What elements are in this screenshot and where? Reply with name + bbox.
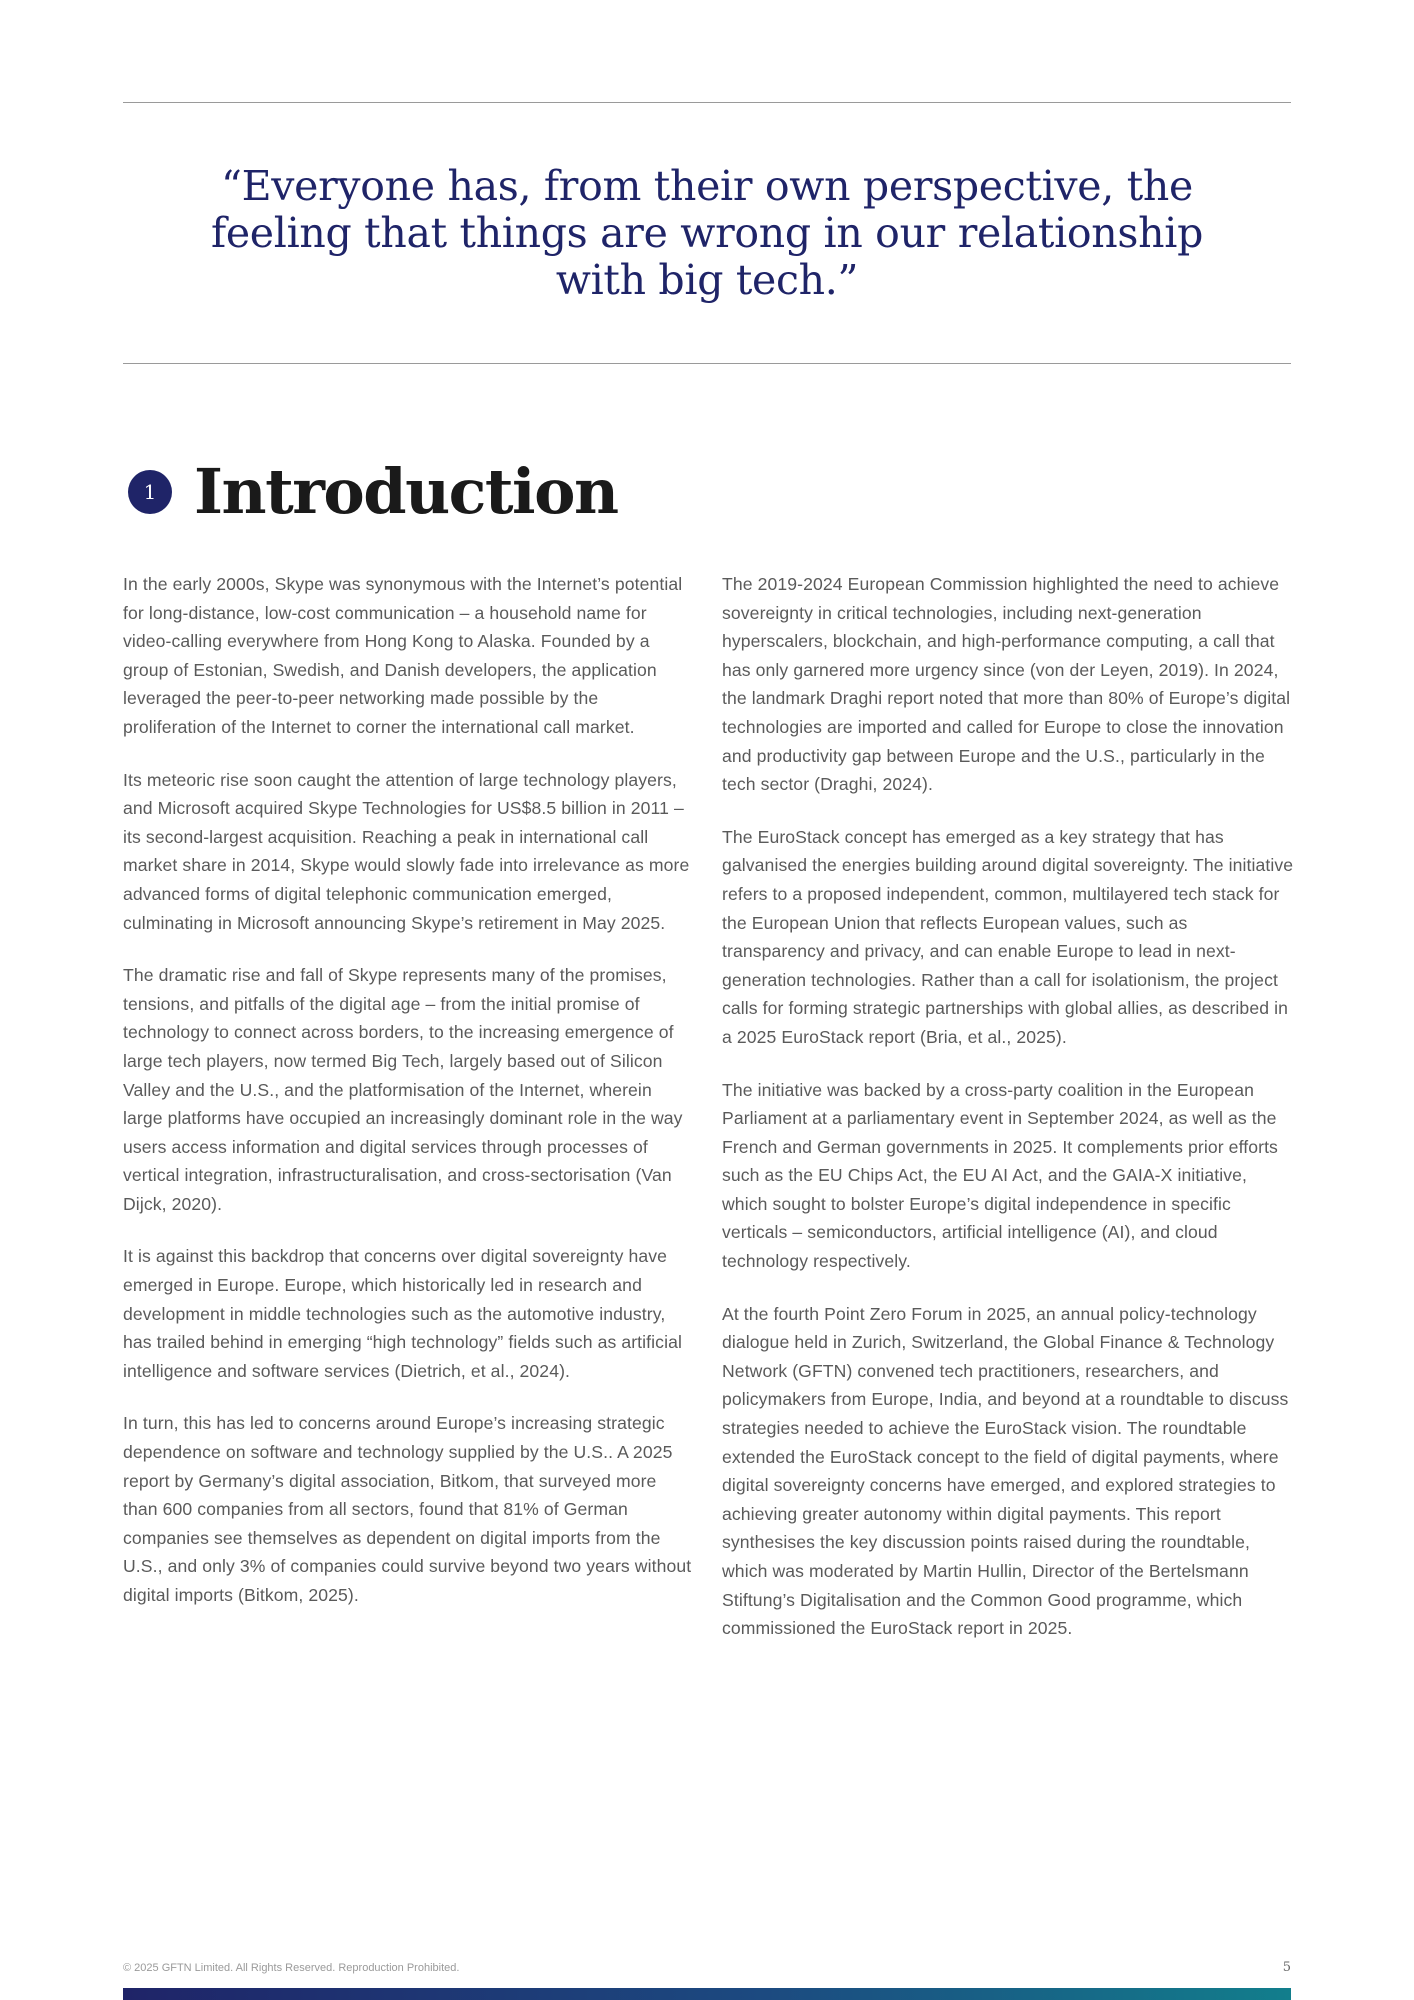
- right-column: [722, 570, 1294, 1667]
- paragraph: The dramatic rise and fall of Skype represents many of the promises, tensions, and pitfalls of the digital age – from the initial promise of technology to connect across borders, to the increasing emergence of large tech players, now termed Big Tech, largely based out of Silicon Valley and the U.S., and the platformisation of the Internet, wherein large platforms have occupied an increasingly dominant role in the way users access information and digital services through processes of vertical integration, infrastructuralisation, and cross-sectorisation (Van Dijck, 2020).: [123, 965, 683, 1214]
- page-number: 5: [1282, 1960, 1291, 1975]
- paragraph: Its meteoric rise soon caught the attention of large technology players, and Microsoft acquired Skype Technologies for US$8.5 billion in 2011 – its second-largest acquisition. Reaching a peak in international call market share in 2014, Skype would slowly fade into irrelevance as more advanced forms of digital telephonic communication emerged, culminating in Microsoft announcing Skype’s retirement in May 2025.: [123, 769, 690, 933]
- paragraph: It is against this backdrop that concerns over digital sovereignty have emerged in Europe. Europe, which historically led in research and development in middle technologies such as the automotive industry, has trailed behind in emerging “high technology” fields such as artificial intelligence and software services (Dietrich, et al., 2024).: [123, 1246, 682, 1381]
- section-heading: [128, 452, 618, 532]
- bottom-divider: [123, 363, 1291, 364]
- top-divider: [123, 102, 1291, 103]
- paragraph: The EuroStack concept has emerged as a key strategy that has galvanised the energies building around digital sovereignty. The initiative refers to a proposed independent, common, multilayered tech stack for the European Union that reflects European values, such as transparency and privacy, and can enable Europe to lead in next-generation technologies. Rather than a call for isolationism, the project calls for forming strategic partnerships with global allies, as described in a 2025 EuroStack report (Bria, et al., 2025).: [722, 826, 1294, 1047]
- paragraph: The initiative was backed by a cross-party coalition in the European Parliament at a parliamentary event in September 2024, as well as the French and German governments in 2025. It complements prior efforts such as the EU Chips Act, the EU AI Act, and the GAIA-X initiative, which sought to bolster Europe’s digital independence in specific verticals – semiconductors, artificial intelligence (AI), and cloud technology respectively.: [722, 1079, 1278, 1272]
- pull-quote: “Everyone has, from their own perspective, the feeling that things are wrong in our relationship with big tech.”: [210, 162, 1204, 304]
- footer-copyright: © 2025 GFTN Limited. All Rights Reserved. Reproduction Prohibited.: [123, 1962, 460, 1974]
- paragraph: In turn, this has led to concerns around Europe’s increasing strategic dependence on software and technology supplied by the U.S.. A 2025 report by Germany’s digital association, Bitkom, that surveyed more than 600 companies from all sectors, found that 81% of German companies see themselves as dependent on digital imports from the U.S., and only 3% of companies could survive beyond two years without digital imports (Bitkom, 2025).: [123, 1413, 692, 1605]
- paragraph: The 2019-2024 European Commission highlighted the need to achieve sovereignty in critical technologies, including next-generation hyperscalers, blockchain, and high-performance computing, a call that has only garnered more urgency since (von der Leyen, 2019). In 2024, the landmark Draghi report noted that more than 80% of Europe’s digital technologies are imported and called for Europe to close the innovation and productivity gap between Europe and the U.S., particularly in the tech sector (Draghi, 2024).: [722, 574, 1291, 795]
- left-column: [123, 570, 695, 1634]
- footer-gradient-bar: [123, 1988, 1291, 2000]
- paragraph: At the fourth Point Zero Forum in 2025, an annual policy-technology dialogue held in Zurich, Switzerland, the Global Finance & Technology Network (GFTN) convened tech practitioners, researchers, and policymakers from Europe, India, and beyond at a roundtable to discuss strategies needed to achieve the EuroStack vision. The roundtable extended the EuroStack concept to the field of digital payments, where digital sovereignty concerns have emerged, and explored strategies to achieving greater autonomy within digital payments. This report synthesises the key discussion points raised during the roundtable, which was moderated by Martin Hullin, Director of the Bertelsmann Stiftung’s Digitalisation and the Common Good programme, which commissioned the EuroStack report in 2025.: [722, 1303, 1289, 1639]
- section-title: Introduction: [194, 455, 618, 528]
- paragraph: In the early 2000s, Skype was synonymous with the Internet’s potential for long-distance, low-cost communication – a household name for video-calling everywhere from Hong Kong to Alaska. Founded by a group of Estonian, Swedish, and Danish developers, the application leveraged the peer-to-peer networking made possible by the proliferation of the Internet to corner the international call market.: [123, 574, 683, 737]
- section-number-badge: 1: [128, 470, 172, 514]
